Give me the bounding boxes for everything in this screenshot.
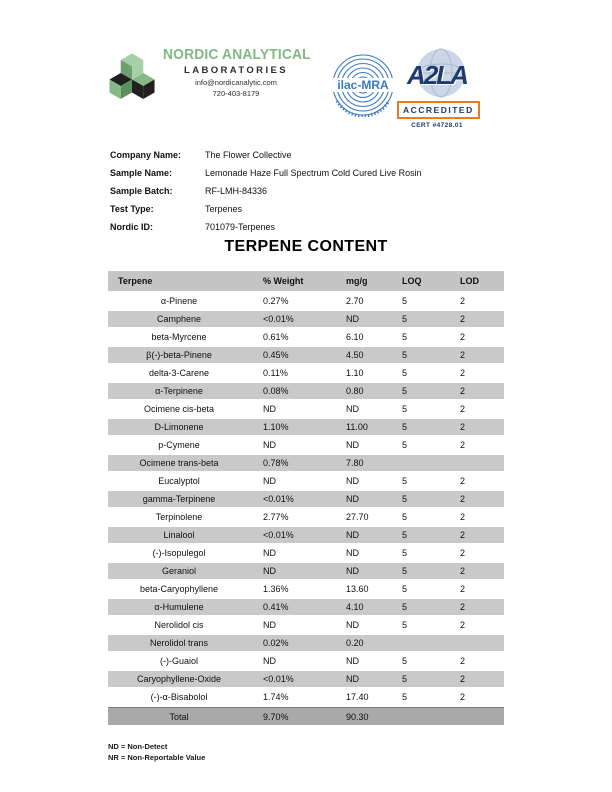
lab-name: NORDIC ANALYTICAL [163,46,311,63]
table-cell: β(-)-beta-Pinene [108,347,250,365]
table-cell: 2 [452,329,504,347]
table-cell: Ocimene trans-beta [108,455,250,473]
table-cell: 2.70 [338,293,395,311]
table-cell: <0.01% [250,491,338,509]
table-cell: Linalool [108,527,250,545]
table-cell: beta-Caryophyllene [108,581,250,599]
lab-subtitle: LABORATORIES [184,65,288,76]
table-cell: ND [338,563,395,581]
total-loq [395,707,452,725]
table-cell: 5 [395,689,452,707]
lab-phone: 720-403-8179 [212,88,260,98]
ilac-mra-seal [331,53,395,117]
table-cell: 0.20 [338,635,395,653]
table-cell: 0.45% [250,347,338,365]
table-cell: 2 [452,509,504,527]
total-weight: 9.70% [250,707,338,725]
table-cell: 5 [395,401,452,419]
table-row [108,581,504,599]
terpene-table-body [108,293,504,707]
table-row [108,671,504,689]
table-cell: 2 [452,653,504,671]
table-cell: 5 [395,617,452,635]
table-cell: 2 [452,347,504,365]
table-row [108,635,504,653]
info-row-company-name [110,146,422,164]
accredited-badge: ACCREDITED [397,101,480,119]
table-cell: 7.80 [338,455,395,473]
table-cell: ND [250,401,338,419]
info-value-nordic-id: 701079-Terpenes [205,222,276,232]
table-row [108,689,504,707]
table-cell: ND [338,437,395,455]
table-cell: Ocimene cis-beta [108,401,250,419]
info-label-nordic-id: Nordic ID: [110,222,154,232]
info-row-sample-name [110,164,422,182]
table-cell: 2 [452,311,504,329]
footnote-nd: ND = Non-Detect [108,742,168,751]
terpene-table [108,271,504,725]
table-cell: 1.10% [250,419,338,437]
table-cell: <0.01% [250,311,338,329]
table-cell: 2 [452,581,504,599]
table-cell: 2 [452,563,504,581]
column-header-weight: % Weight [250,271,338,293]
table-row [108,383,504,401]
ilac-mra-label: ilac-MRA [337,78,389,92]
table-cell: Caryophyllene-Oxide [108,671,250,689]
table-row [108,437,504,455]
table-row [108,311,504,329]
table-cell: α-Humulene [108,599,250,617]
table-cell: 0.11% [250,365,338,383]
table-row [108,401,504,419]
lab-email: info@nordicanalytic.com [195,78,277,87]
table-cell: 5 [395,527,452,545]
table-cell: ND [250,437,338,455]
table-cell: (-)-Isopulegol [108,545,250,563]
table-cell: ND [250,617,338,635]
table-cell: ND [250,545,338,563]
table-cell: ND [338,617,395,635]
table-cell: 5 [395,581,452,599]
table-cell: Terpinolene [108,509,250,527]
info-row-nordic-id [110,218,422,236]
table-row [108,491,504,509]
a2la-logo [397,48,477,129]
table-cell: 5 [395,545,452,563]
table-cell: α-Pinene [108,293,250,311]
table-cell: α-Terpinene [108,383,250,401]
table-cell: 5 [395,329,452,347]
table-cell: <0.01% [250,671,338,689]
sample-info-section [110,146,422,236]
table-cell: 2 [452,617,504,635]
table-cell: 1.74% [250,689,338,707]
table-cell: 2 [452,401,504,419]
table-cell: 1.36% [250,581,338,599]
table-cell: 2.77% [250,509,338,527]
total-row [108,707,504,725]
table-cell: 2 [452,527,504,545]
table-cell: 11.00 [338,419,395,437]
table-cell: 0.41% [250,599,338,617]
table-row [108,527,504,545]
table-cell: 0.27% [250,293,338,311]
table-cell: 0.08% [250,383,338,401]
table-cell: 5 [395,653,452,671]
table-cell: (-)-α-Bisabolol [108,689,250,707]
table-cell: gamma-Terpinene [108,491,250,509]
table-row [108,293,504,311]
table-header-row [108,271,504,293]
table-cell: 2 [452,599,504,617]
table-cell: Geraniol [108,563,250,581]
table-cell: ND [338,653,395,671]
table-row [108,509,504,527]
info-row-test-type [110,200,422,218]
table-cell: beta-Myrcene [108,329,250,347]
table-cell: 5 [395,599,452,617]
ilac-mra-seal-icon [331,53,395,117]
table-cell: 5 [395,509,452,527]
table-row [108,563,504,581]
table-cell: 5 [395,473,452,491]
table-cell: ND [338,527,395,545]
info-label-company-name: Company Name: [110,150,182,160]
table-row [108,455,504,473]
table-cell: ND [338,491,395,509]
table-cell: Nerolidol trans [108,635,250,653]
table-cell: 2 [452,689,504,707]
table-row [108,347,504,365]
nordic-logo-cubes-icon [106,46,158,106]
table-cell: 5 [395,491,452,509]
info-value-sample-name: Lemonade Haze Full Spectrum Cold Cured Live Rosin [205,168,422,178]
table-cell: Nerolidol cis [108,617,250,635]
section-title: TERPENE CONTENT [224,238,388,255]
table-cell: ND [338,671,395,689]
table-row [108,599,504,617]
table-cell: Eucalyptol [108,473,250,491]
table-row [108,419,504,437]
info-label-sample-batch: Sample Batch: [110,186,173,196]
cert-number: CERT #4728.01 [411,122,463,129]
total-mgg: 90.30 [338,707,395,725]
info-label-sample-name: Sample Name: [110,168,173,178]
table-cell: 17.40 [338,689,395,707]
table-cell: 2 [452,293,504,311]
table-row [108,329,504,347]
column-header-mgg: mg/g [338,271,395,293]
nordic-logo [106,46,309,106]
column-header-lod: LOD [452,271,504,293]
table-cell: ND [250,653,338,671]
table-cell: 2 [452,473,504,491]
table-cell: 0.61% [250,329,338,347]
info-label-test-type: Test Type: [110,204,154,214]
table-cell: 5 [395,347,452,365]
table-cell: 2 [452,365,504,383]
table-cell [452,455,504,473]
table-cell: 5 [395,365,452,383]
column-header-loq: LOQ [395,271,452,293]
table-cell: 13.60 [338,581,395,599]
table-cell [395,635,452,653]
table-cell: 27.70 [338,509,395,527]
table-cell: <0.01% [250,527,338,545]
table-cell: 6.10 [338,329,395,347]
column-header-terpene: Terpene [108,271,250,293]
table-cell: (-)-Guaiol [108,653,250,671]
table-row [108,365,504,383]
table-cell: 5 [395,563,452,581]
table-cell: 2 [452,491,504,509]
table-cell: 5 [395,383,452,401]
table-cell: 2 [452,419,504,437]
table-cell: ND [250,563,338,581]
table-cell: 0.80 [338,383,395,401]
table-cell: 2 [452,545,504,563]
table-cell: 2 [452,437,504,455]
table-cell [452,635,504,653]
table-cell: 1.10 [338,365,395,383]
table-cell: 4.10 [338,599,395,617]
table-row [108,473,504,491]
footnotes [108,742,205,763]
table-cell: p-Cymene [108,437,250,455]
table-cell: 5 [395,311,452,329]
info-value-company-name: The Flower Collective [205,150,292,160]
table-cell: Camphene [108,311,250,329]
table-cell: ND [338,311,395,329]
table-cell: D-Limonene [108,419,250,437]
table-cell: ND [338,545,395,563]
table-cell: 2 [452,671,504,689]
total-lod [452,707,504,725]
table-cell: 5 [395,437,452,455]
info-value-test-type: Terpenes [205,204,243,214]
table-cell: 5 [395,671,452,689]
table-cell: 4.50 [338,347,395,365]
footnote-nr: NR = Non-Reportable Value [108,752,206,762]
table-row [108,617,504,635]
table-row [108,653,504,671]
table-cell: 2 [452,383,504,401]
a2la-wordmark: A2LA [407,60,467,90]
info-value-sample-batch: RF-LMH-84336 [205,186,268,196]
table-row [108,545,504,563]
info-row-sample-batch [110,182,422,200]
table-cell [395,455,452,473]
table-cell: ND [338,473,395,491]
table-cell: delta-3-Carene [108,365,250,383]
table-cell: 0.02% [250,635,338,653]
table-cell: ND [338,401,395,419]
total-label: Total [108,707,250,725]
table-cell: 5 [395,419,452,437]
table-cell: 5 [395,293,452,311]
table-cell: 0.78% [250,455,338,473]
table-cell: ND [250,473,338,491]
